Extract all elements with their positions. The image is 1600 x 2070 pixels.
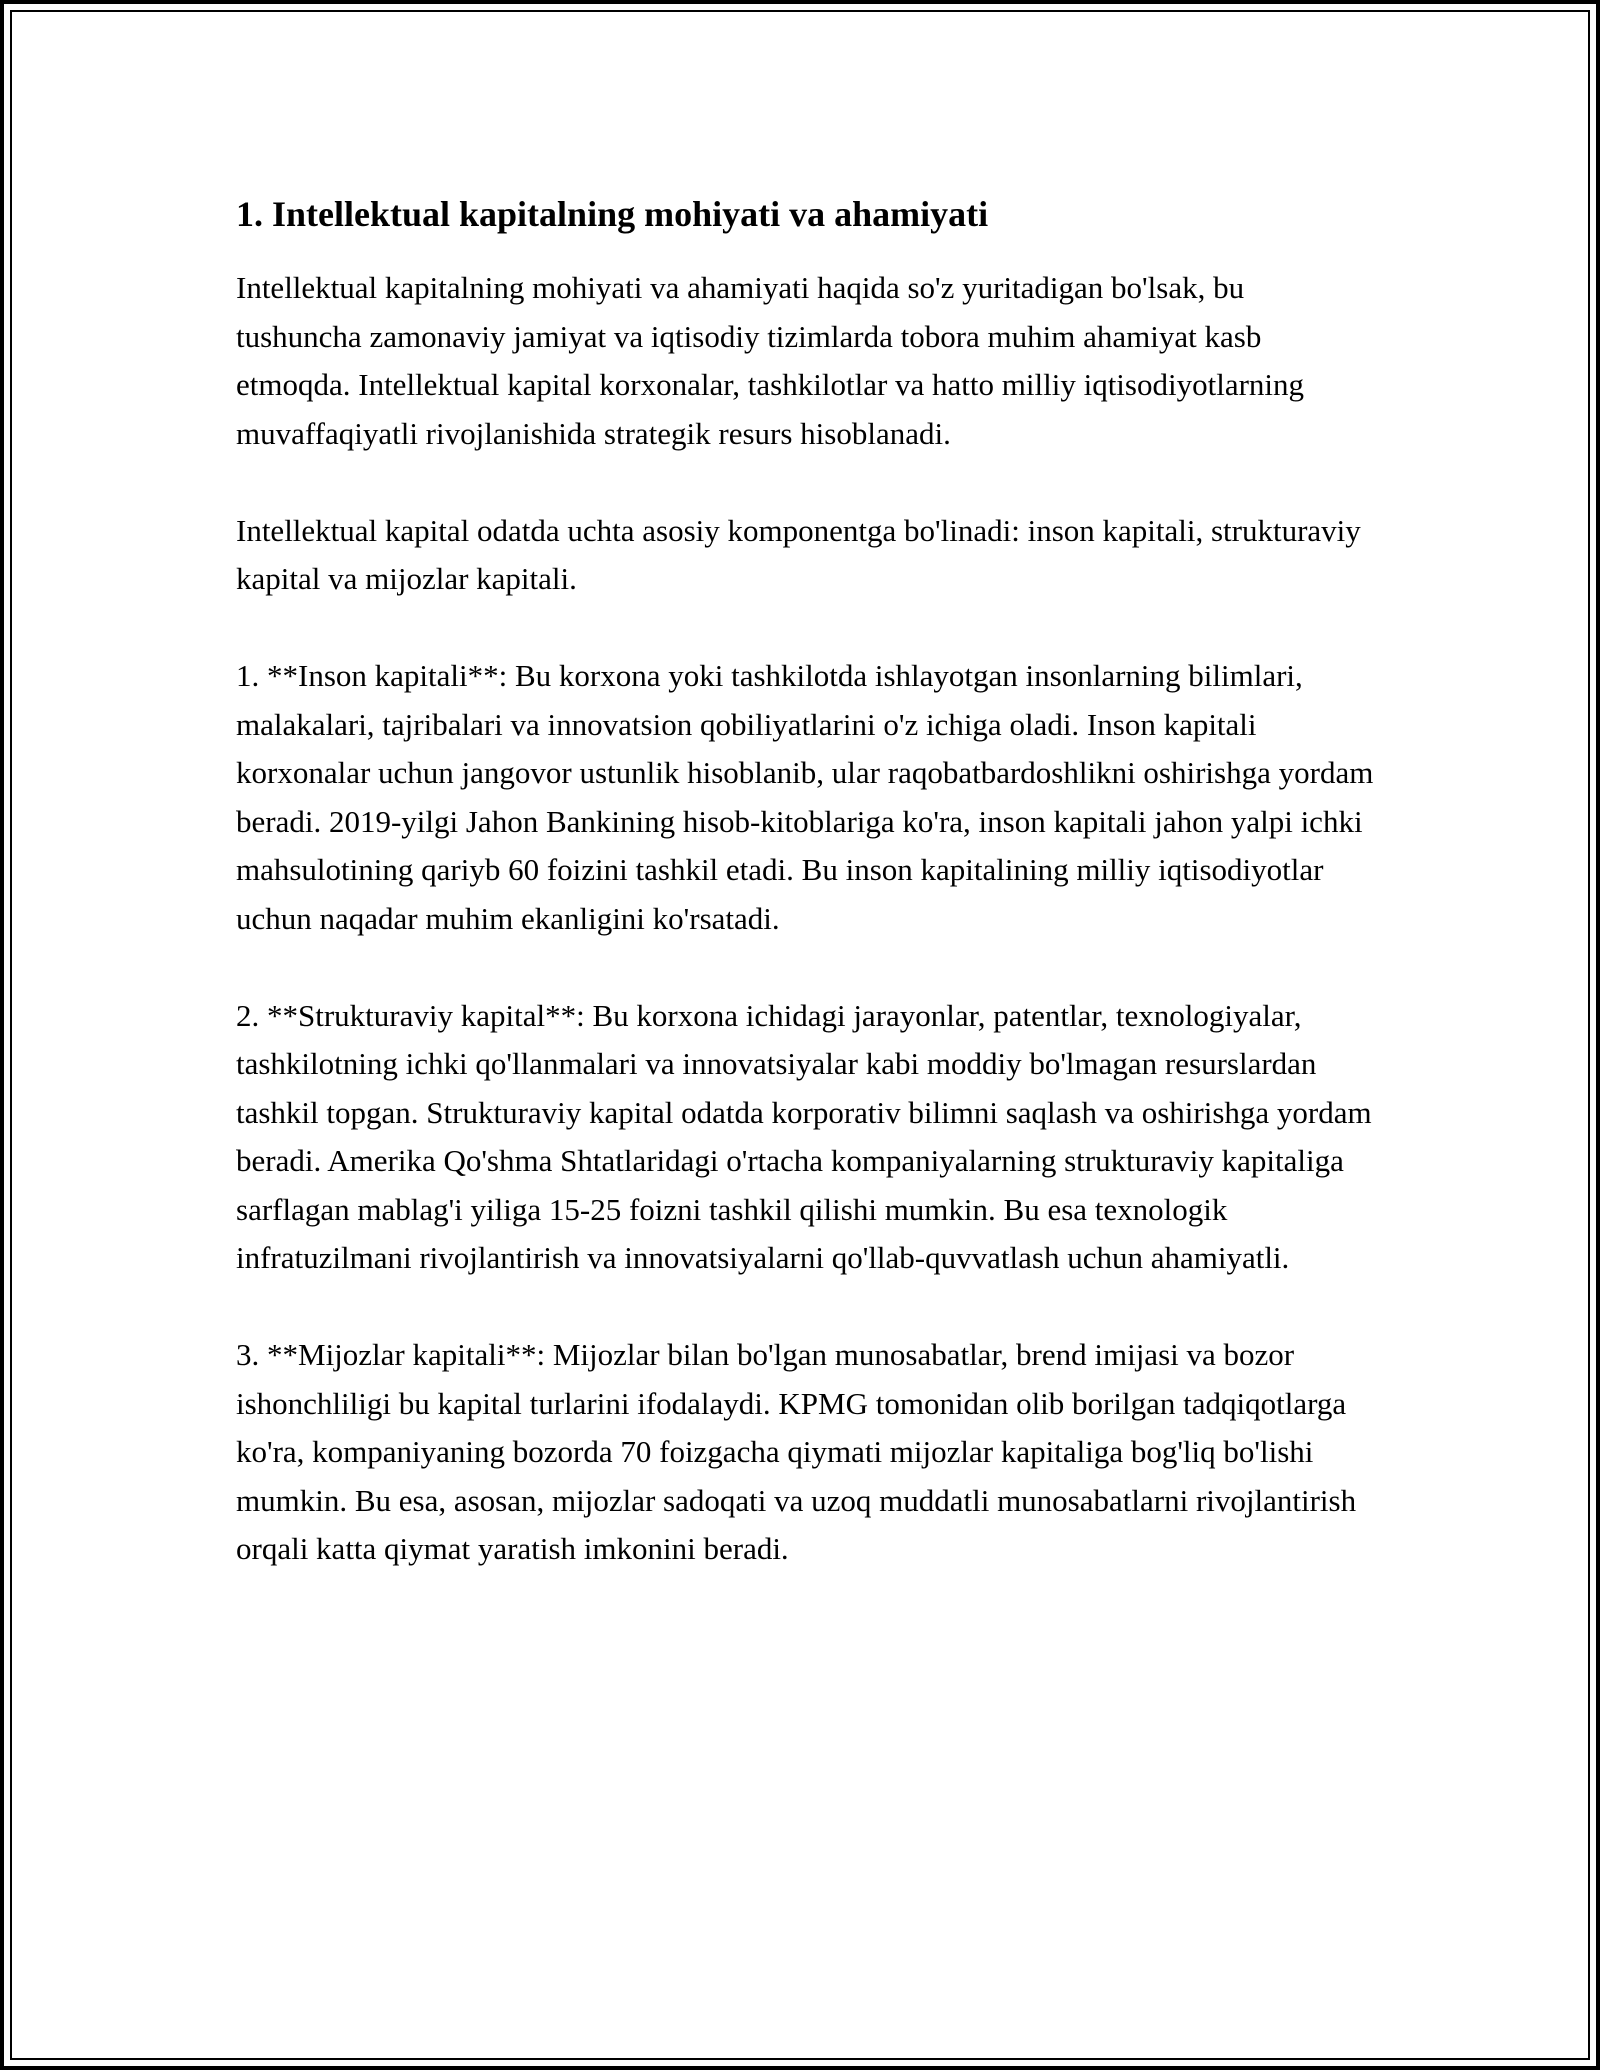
section-title: 1. Intellektual kapitalning mohiyati va ahamiyati	[236, 194, 989, 234]
document-body	[236, 190, 1376, 1622]
paragraph-structural-capital: 2. **Strukturaviy kapital**: Bu korxona ichidagi jarayonlar, patentlar, texnologiyalar, tashkilotning ichki qo'llanmalari va innovatsiyalar kabi moddiy bo'lmagan resurslardan tashkil topgan. Strukturaviy kapital odatda korporativ bilimni saqlash va oshirishga yordam beradi. Amerika Qo'shma Shtatlaridagi o'rtacha kompaniyalarning strukturaviy kapitaliga sarflagan mablag'i yiliga 15-25 foizni tashkil qilishi mumkin. Bu esa texnologik infratuzilmani rivojlantirish va innovatsiyalarni qo'llab-quvvatlash uchun ahamiyatli.	[236, 997, 1372, 1275]
paragraph-components: Intellektual kapital odatda uchta asosiy komponentga bo'linadi: inson kapitali, strukturaviy kapital va mijozlar kapitali.	[236, 512, 1361, 596]
paragraph-human-capital: 1. **Inson kapitali**: Bu korxona yoki tashkilotda ishlayotgan insonlarning bilimlari, malakalari, tajribalari va innovatsion qobiliyatlarini o'z ichiga oladi. Inson kapitali korxonalar uchun jangovor ustunlik hisoblanib, ular raqobatbardoshlikni oshirishga yordam beradi. 2019-yilgi Jahon Bankining hisob-kitoblariga ko'ra, inson kapitali jahon yalpi ichki mahsulotining qariyb 60 foizini tashkil etadi. Bu inson kapitalining milliy iqtisodiyotlar uchun naqadar muhim ekanligini ko'rsatadi.	[236, 658, 1374, 936]
paragraph-customer-capital: 3. **Mijozlar kapitali**: Mijozlar bilan bo'lgan munosabatlar, brend imijasi va bozor ishonchliligi bu kapital turlarini ifodalaydi. KPMG tomonidan olib borilgan tadqiqotlarga ko'ra, kompaniyaning bozorda 70 foizgacha qiymati mijozlar kapitaliga bog'liq bo'lishi mumkin. Bu esa, asosan, mijozlar sadoqati va uzoq muddatli munosabatlarni rivojlantirish orqali katta qiymat yaratish imkonini beradi.	[236, 1337, 1357, 1566]
paragraph-intro: Intellektual kapitalning mohiyati va ahamiyati haqida so'z yuritadigan bo'lsak, bu tushuncha zamonaviy jamiyat va iqtisodiy tizimlarda tobora muhim ahamiyat kasb etmoqda. Intellektual kapital korxonalar, tashkilotlar va hatto milliy iqtisodiyotlarning muvaffaqiyatli rivojlanishida strategik resurs hisoblanadi.	[236, 270, 1305, 451]
